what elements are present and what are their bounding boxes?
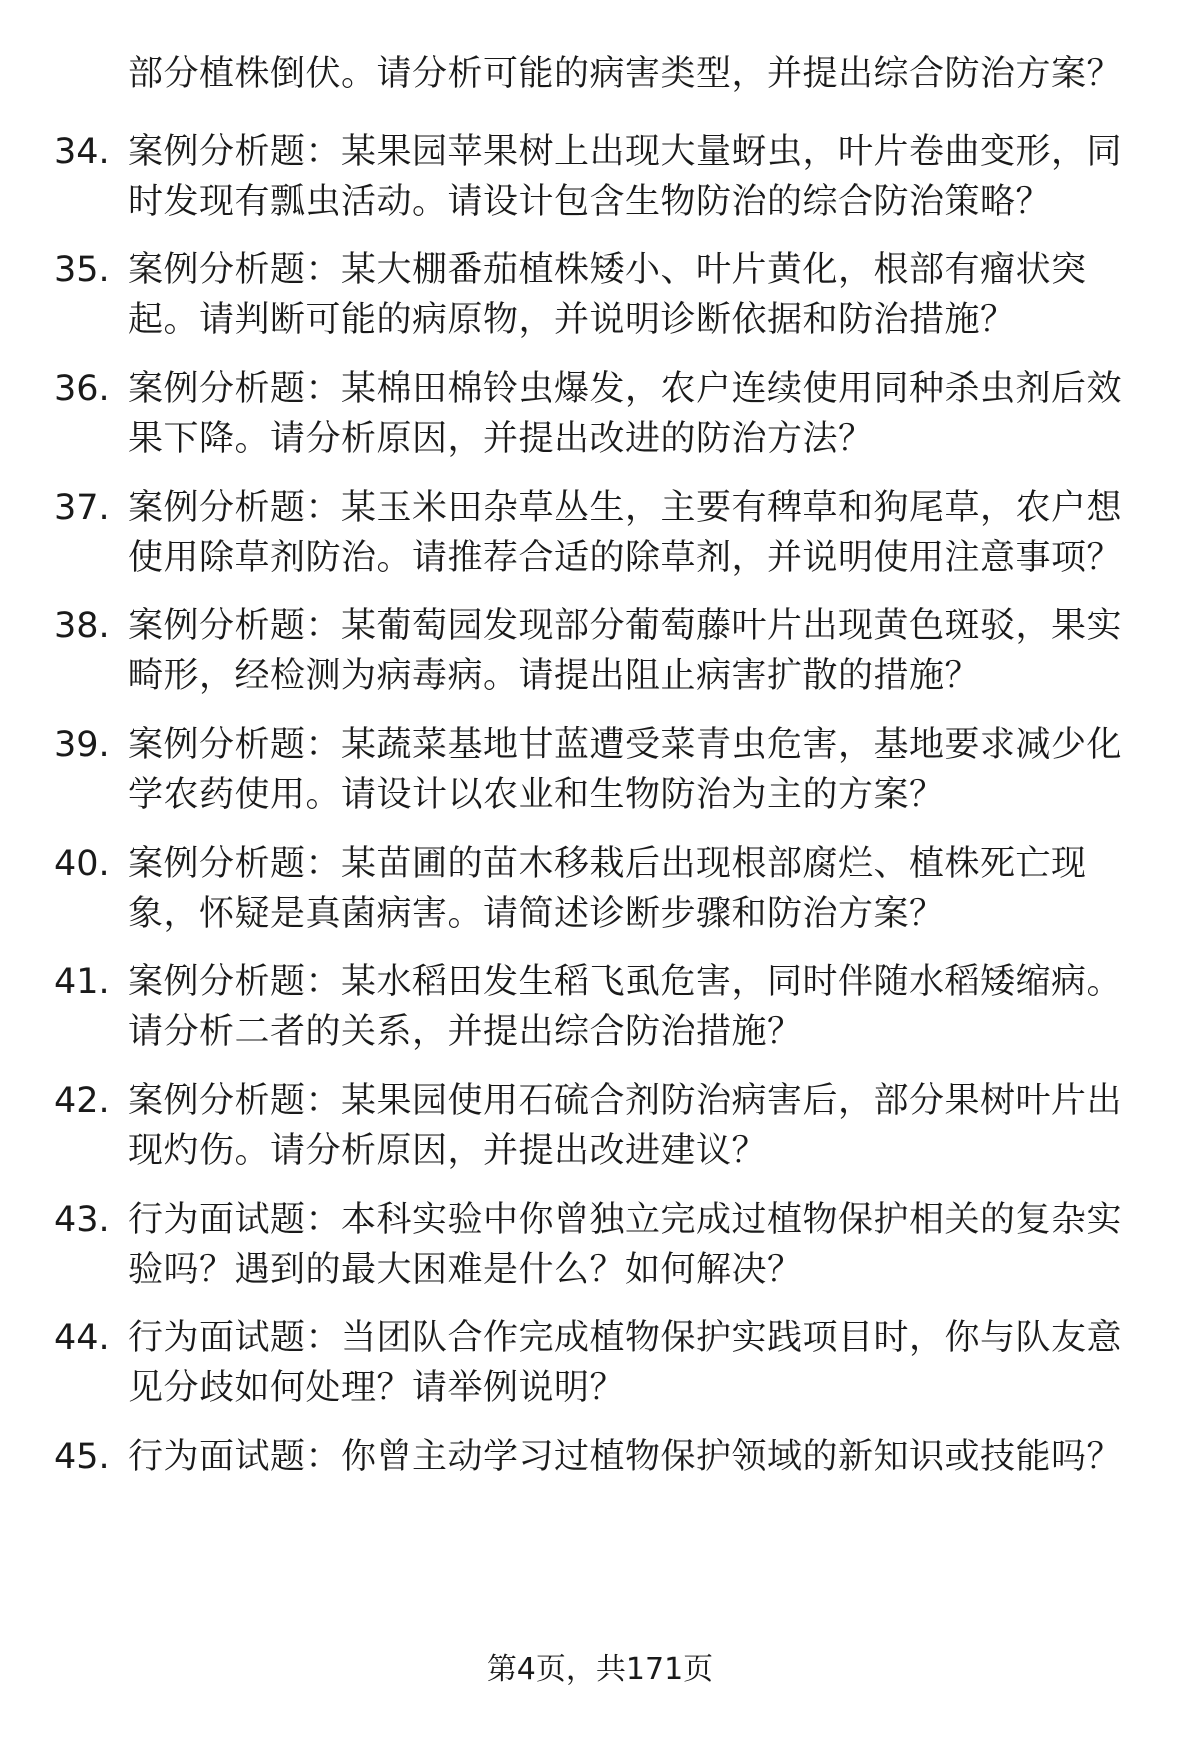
question-37-number: 37. (54, 488, 110, 528)
question-39-line-2: 学农药使用。请设计以农业和生物防治为主的方案？ (128, 775, 945, 815)
question-34-line-1: 案例分析题：某果园苹果树上出现大量蚜虫，叶片卷曲变形，同 (128, 132, 1123, 172)
question-41-line-2: 请分析二者的关系，并提出综合防治措施？ (128, 1012, 803, 1052)
question-43-line-2: 验吗？遇到的最大困难是什么？如何解决？ (128, 1250, 803, 1290)
question-41-number: 41. (54, 962, 110, 1002)
question-35-number: 35. (54, 250, 110, 290)
question-42-number: 42. (54, 1081, 110, 1121)
question-33-continuation: 部分植株倒伏。请分析可能的病害类型，并提出综合防治方案？ (128, 54, 1123, 94)
question-40-line-1: 案例分析题：某苗圃的苗木移栽后出现根部腐烂、植株死亡现 (128, 844, 1087, 884)
question-39-number: 39. (54, 725, 110, 765)
question-34-number: 34. (54, 132, 110, 172)
page-number-footer: 第4页，共171页 (486, 1652, 714, 1687)
question-36-line-2: 果下降。请分析原因，并提出改进的防治方法？ (128, 419, 874, 459)
question-43-number: 43. (54, 1200, 110, 1240)
question-39-line-1: 案例分析题：某蔬菜基地甘蓝遭受菜青虫危害，基地要求减少化 (128, 725, 1123, 765)
question-45-line-1: 行为面试题：你曾主动学习过植物保护领域的新知识或技能吗？ (128, 1437, 1123, 1477)
question-35-line-1: 案例分析题：某大棚番茄植株矮小、叶片黄化，根部有瘤状突 (128, 250, 1087, 290)
question-38-line-2: 畸形，经检测为病毒病。请提出阻止病害扩散的措施？ (128, 656, 981, 696)
question-36-line-1: 案例分析题：某棉田棉铃虫爆发，农户连续使用同种杀虫剂后效 (128, 369, 1123, 409)
question-37-line-1: 案例分析题：某玉米田杂草丛生，主要有稗草和狗尾草，农户想 (128, 488, 1123, 528)
question-42-line-1: 案例分析题：某果园使用石硫合剂防治病害后，部分果树叶片出 (128, 1081, 1123, 1121)
question-35-line-2: 起。请判断可能的病原物，并说明诊断依据和防治措施？ (128, 300, 1016, 340)
question-44-number: 44. (54, 1318, 110, 1358)
question-40-number: 40. (54, 844, 110, 884)
question-37-line-2: 使用除草剂防治。请推荐合适的除草剂，并说明使用注意事项？ (128, 538, 1123, 578)
question-43-line-1: 行为面试题：本科实验中你曾独立完成过植物保护相关的复杂实 (128, 1200, 1123, 1240)
question-36-number: 36. (54, 369, 110, 409)
question-44-line-1: 行为面试题：当团队合作完成植物保护实践项目时，你与队友意 (128, 1318, 1123, 1358)
question-45-number: 45. (54, 1437, 110, 1477)
question-44-line-2: 见分歧如何处理？请举例说明？ (128, 1368, 626, 1408)
question-41-line-1: 案例分析题：某水稻田发生稻飞虱危害，同时伴随水稻矮缩病。 (128, 962, 1123, 1002)
question-34-line-2: 时发现有瓢虫活动。请设计包含生物防治的综合防治策略？ (128, 182, 1052, 222)
question-40-line-2: 象，怀疑是真菌病害。请简述诊断步骤和防治方案？ (128, 894, 945, 934)
question-38-number: 38. (54, 606, 110, 646)
question-38-line-1: 案例分析题：某葡萄园发现部分葡萄藤叶片出现黄色斑驳，果实 (128, 606, 1123, 646)
question-42-line-2: 现灼伤。请分析原因，并提出改进建议？ (128, 1131, 768, 1171)
